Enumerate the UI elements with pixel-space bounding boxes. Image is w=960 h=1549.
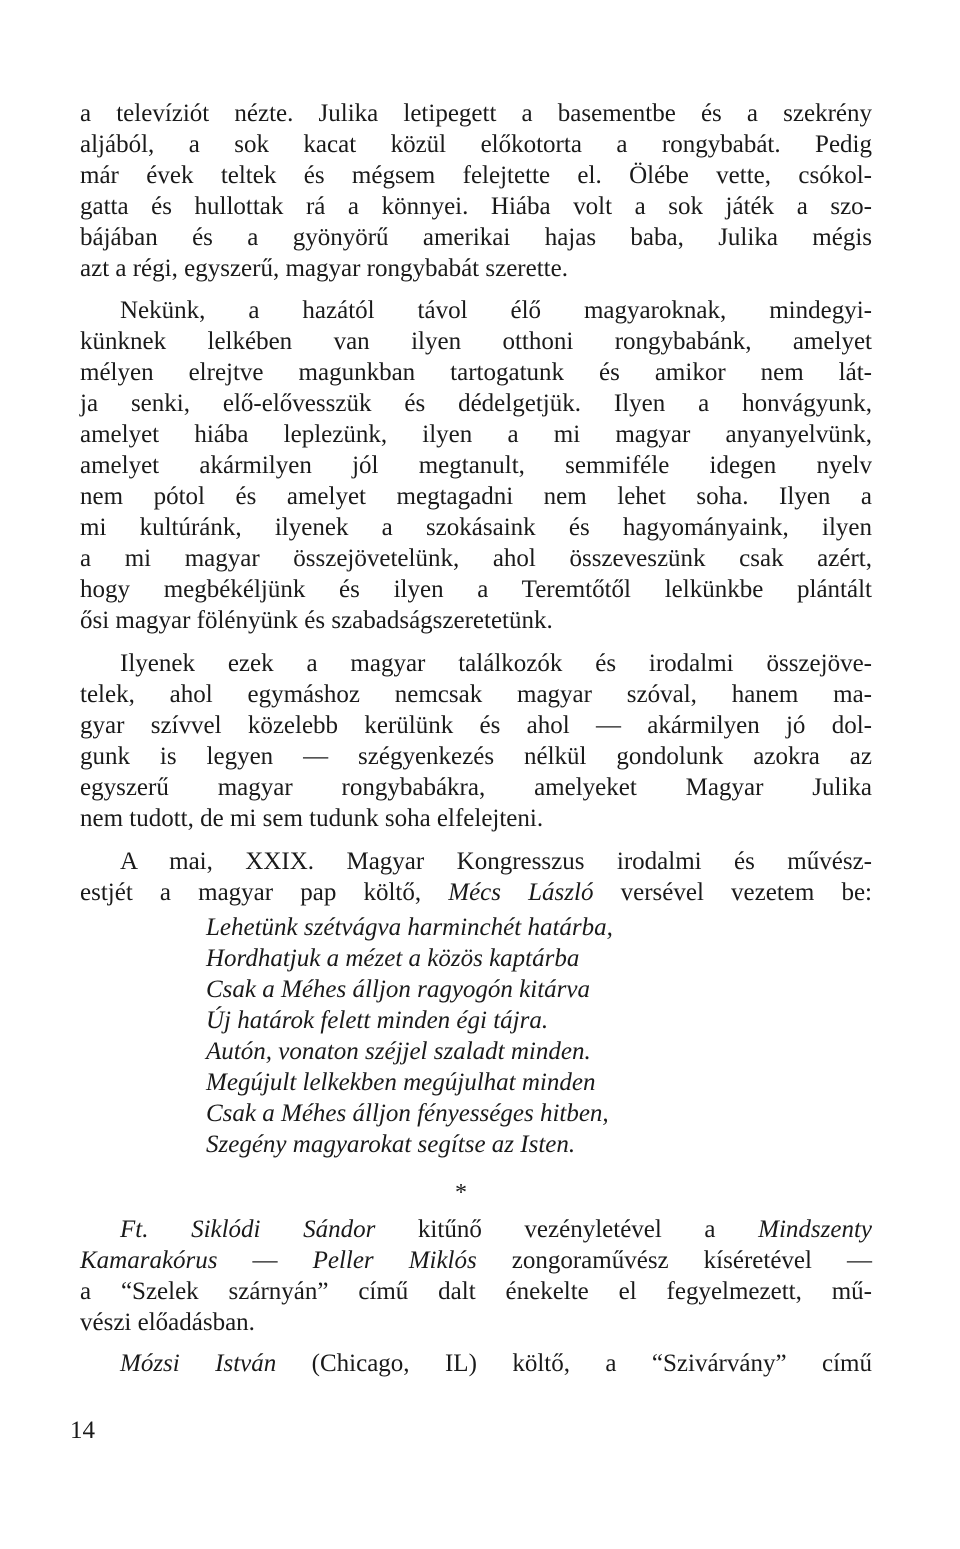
- text-line: mi kultúránk, ilyenek a szokásaink és hagyományaink, ilyen: [80, 514, 872, 541]
- poem-line: Hordhatjuk a mézet a közös kaptárba: [206, 945, 580, 972]
- text-line: [80, 1245, 872, 1276]
- text-line: azt a régi, egyszerű, magyar rongybabát szerette.: [80, 255, 568, 282]
- text-line: vészi előadásban.: [80, 1309, 255, 1336]
- text-line: Ilyenek ezek a magyar találkozók és irodalmi összejöve-: [120, 650, 872, 677]
- text-line: hogy megbékéljünk és ilyen a Teremtőtől lelkünkbe plántált: [80, 576, 872, 603]
- text-line: gunk is legyen — szégyenkezés nélkül gondolunk azokra az: [80, 743, 872, 770]
- text-line: a “Szelek szárnyán” című dalt énekelte el fegyelmezett, mű-: [80, 1278, 872, 1305]
- text-line: ősi magyar fölényünk és szabadságszeretetünk.: [80, 607, 553, 634]
- text-line: amelyet hiába leplezünk, ilyen a mi magyar anyanyelvünk,: [80, 421, 872, 448]
- text-line: künknek lelkében van ilyen otthoni rongybabánk, amelyet: [80, 328, 872, 355]
- page-number: 14: [70, 1417, 95, 1444]
- text-span: versével vezetem be:: [593, 879, 872, 906]
- text-line: gatta és hullottak rá a könnyei. Hiába volt a sok játék a szo-: [80, 193, 872, 220]
- text-line: a televíziót nézte. Julika letipegett a basementbe és a szekrény: [80, 100, 872, 127]
- text-line: A mai, XXIX. Magyar Kongresszus irodalmi és művész-: [120, 848, 872, 875]
- paragraph-2: [80, 295, 872, 636]
- pianist-name: Peller Miklós: [312, 1247, 477, 1274]
- text-span: estjét a magyar pap költő,: [80, 879, 449, 906]
- paragraph-4: [80, 846, 872, 908]
- poem-line: Csak a Méhes álljon ragyogón kitárva: [206, 976, 590, 1003]
- poem-line: Megújult lelkekben megújulhat minden: [206, 1069, 596, 1096]
- poem-line: Szegény magyarokat segítse az Isten.: [206, 1131, 576, 1158]
- conductor-name: Ft. Siklódi Sándor: [120, 1216, 376, 1243]
- text-line: mélyen elrejtve magunkban tartogatunk és amikor nem lát-: [80, 359, 872, 386]
- paragraph-5: [80, 1214, 872, 1338]
- paragraph-1: [80, 98, 872, 284]
- paragraph-6: [80, 1348, 872, 1379]
- poem-line: Autón, vonaton széjjel szaladt minden.: [206, 1038, 591, 1065]
- text-line: [80, 1348, 872, 1379]
- poem-line: Új határok felett minden égi tájra.: [206, 1007, 549, 1034]
- paragraph-3: [80, 648, 872, 834]
- text-span: (Chicago, IL) költő, a “Szivárvány” című: [276, 1350, 872, 1377]
- text-line: ja senki, elő-elővesszük és dédelgetjük. Ilyen a honvágyunk,: [80, 390, 872, 417]
- text-line: a mi magyar összejövetelünk, ahol összeveszünk csak azért,: [80, 545, 872, 572]
- text-span: zongoraművész kíséretével —: [476, 1247, 872, 1274]
- text-line: amelyet akármilyen jól megtanult, semmiféle idegen nyelv: [80, 452, 872, 479]
- section-separator: *: [455, 1180, 467, 1206]
- text-line: aljából, a sok kacat közül előkotorta a rongybabát. Pedig: [80, 131, 872, 158]
- text-line: egyszerű magyar rongybabákra, amelyeket Magyar Julika: [80, 774, 872, 801]
- poet-name: Mózsi István: [120, 1350, 277, 1377]
- text-line: bájában és a gyönyörű amerikai hajas baba, Julika mégis: [80, 224, 872, 251]
- text-span: —: [217, 1247, 313, 1274]
- poem-line: Csak a Méhes álljon fényességes hitben,: [206, 1100, 609, 1127]
- text-span: kitűnő vezényletével a: [375, 1216, 759, 1243]
- text-line: Nekünk, a hazától távol élő magyaroknak, mindegyi-: [120, 297, 872, 324]
- text-line: nem pótol és amelyet megtagadni nem lehet soha. Ilyen a: [80, 483, 872, 510]
- text-line: [80, 1214, 872, 1245]
- author-name: Mécs László: [448, 879, 594, 906]
- text-line: [80, 877, 872, 908]
- text-line: telek, ahol egymáshoz nemcsak magyar szóval, hanem ma-: [80, 681, 872, 708]
- text-line: nem tudott, de mi sem tudunk soha elfelejteni.: [80, 805, 544, 832]
- poem: [206, 912, 766, 1160]
- poem-line: Lehetünk szétvágva harminchét határba,: [206, 914, 613, 941]
- text-line: gyar szívvel közelebb kerülünk és ahol — akármilyen jó dol-: [80, 712, 872, 739]
- choir-name: Mindszenty: [758, 1216, 872, 1243]
- choir-name: Kamarakórus: [80, 1247, 218, 1274]
- text-line: már évek teltek és mégsem felejtette el. Ölébe vette, csókol-: [80, 162, 872, 189]
